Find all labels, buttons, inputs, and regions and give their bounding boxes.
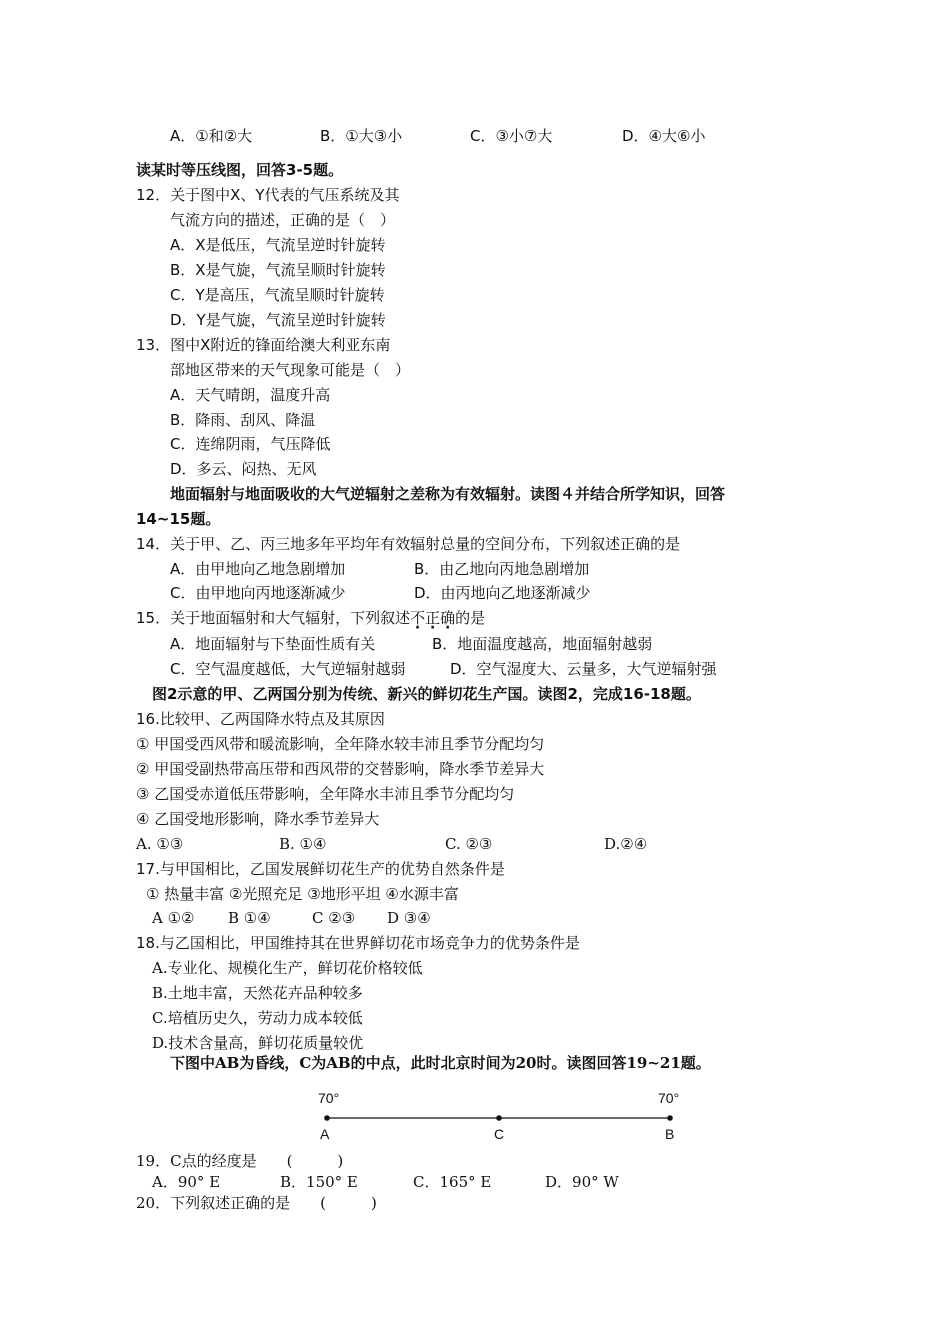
q13-stem-line1: 13．图中X附近的锋面给澳大利亚东南 [136,336,391,354]
q16-option-c: C. ②③ [445,835,493,853]
q15-option-c: C．空气温度越低，大气逆辐射越弱 [170,660,406,678]
q18-option-a: A.专业化、规模化生产，鲜切花价格较低 [152,959,423,977]
q12-option-a: A．X是低压，气流呈逆时针旋转 [170,236,386,254]
q15-stem-a: 15．关于地面辐射和大气辐射，下列叙述 [136,609,411,627]
q16-option-d: D.②④ [604,835,648,853]
q18-option-c: C.培植历史久，劳动力成本较低 [152,1009,363,1027]
q17-option-d: D ③④ [387,909,431,927]
intro-3-5: 读某时等压线图，回答3-5题。 [136,161,344,179]
q16-stem: 16.比较甲、乙两国降水特点及其原因 [136,710,385,728]
ab-line-svg [300,1080,700,1150]
q12-stem-line2: 气流方向的描述，正确的是（ ） [170,211,396,229]
q19-option-b: B．150° E [280,1173,358,1191]
q16-statement-4: ④ 乙国受地形影响，降水季节差异大 [136,810,380,828]
intro-16-18: 图2示意的甲、乙两国分别为传统、新兴的鲜切花生产国。读图2，完成16-18题。 [152,685,701,703]
q15-option-b: B．地面温度越高，地面辐射越弱 [432,635,653,653]
q17-option-b: B ①④ [228,909,271,927]
q12-option-d: D．Y是气旋，气流呈逆时针旋转 [170,311,386,329]
intro-14-15-line1: 地面辐射与地面吸收的大气逆辐射之差称为有效辐射。读图４并结合所学知识，回答 [170,485,726,503]
intro-14-15-line2: 14~15题。 [136,510,221,528]
q16-statement-2: ② 甲国受副热带高压带和西风带的交替影响，降水季节差异大 [136,760,545,778]
q19-option-c: C．165° E [413,1173,492,1191]
label-a: A [320,1126,330,1142]
q15-option-d: D．空气湿度大、云量多，大气逆辐射强 [450,660,717,678]
top-option-b: B．①大③小 [320,127,403,145]
q12-option-c: C．Y是高压，气流呈顺时针旋转 [170,286,385,304]
q15-option-a: A．地面辐射与下垫面性质有关 [170,635,376,653]
q18-stem: 18.与乙国相比，甲国维持其在世界鲜切花市场竞争力的优势条件是 [136,934,580,952]
point-c [496,1115,502,1121]
lat-label-right: 70° [658,1090,680,1106]
terminator-line-diagram [300,1080,700,1154]
q16-option-b: B. ①④ [279,835,327,853]
q16-option-a: A. ①③ [136,835,184,853]
q19-option-a: A．90° E [152,1173,221,1191]
q15-emph-2: 正 [425,609,441,627]
top-option-d: D．④大⑥小 [622,127,706,145]
q20-stem: 20．下列叙述正确的是 ( ) [136,1194,377,1212]
q19-stem: 19．C点的经度是 ( ) [136,1152,344,1170]
q17-option-c: C ②③ [312,909,356,927]
intro-19-21: 下图中AB为昏线，C为AB的中点，此时北京时间为20时。读图回答19~21题。 [170,1054,711,1072]
q12-stem-line1: 12．关于图中X、Y代表的气压系统及其 [136,186,400,204]
q17-stem: 17.与甲国相比，乙国发展鲜切花生产的优势自然条件是 [136,860,505,878]
top-option-a: A．①和②大 [170,127,253,145]
q13-stem-line2: 部地区带来的天气现象可能是（ ） [170,361,411,379]
q14-option-d: D．由丙地向乙地逐渐减少 [414,584,591,602]
q17-option-a: A ①② [152,909,195,927]
q14-option-a: A．由甲地向乙地急剧增加 [170,560,346,578]
q14-option-c: C．由甲地向丙地逐渐减少 [170,584,346,602]
point-a [324,1115,330,1121]
q14-stem: 14．关于甲、乙、丙三地多年平均年有效辐射总量的空间分布，下列叙述正确的是 [136,535,681,553]
label-b: B [665,1126,675,1142]
q16-statement-3: ③ 乙国受赤道低压带影响，全年降水丰沛且季节分配均匀 [136,785,515,803]
label-c: C [494,1126,505,1142]
q15-emph-3: 确 [440,609,456,627]
lat-label-left: 70° [318,1090,340,1106]
q14-option-b: B．由乙地向丙地急剧增加 [414,560,590,578]
point-b [667,1115,673,1121]
q13-option-a: A．天气晴朗，温度升高 [170,386,331,404]
q18-option-d: D.技术含量高，鲜切花质量较优 [152,1034,364,1052]
q19-option-d: D．90° W [545,1173,619,1191]
q15-emph-1: 不 [410,609,426,627]
q13-option-b: B．降雨、刮风、降温 [170,411,316,429]
q13-option-c: C．连绵阴雨，气压降低 [170,435,331,453]
q15-stem [136,608,485,628]
q13-option-d: D．多云、闷热、无风 [170,460,317,478]
top-option-c: C．③小⑦大 [470,127,553,145]
q17-statements: ① 热量丰富 ②光照充足 ③地形平坦 ④水源丰富 [146,885,459,903]
q15-stem-c: 的是 [455,609,486,627]
q18-option-b: B.土地丰富，天然花卉品种较多 [152,984,363,1002]
q16-statement-1: ① 甲国受西风带和暖流影响，全年降水较丰沛且季节分配均匀 [136,735,545,753]
q12-option-b: B．X是气旋，气流呈顺时针旋转 [170,261,386,279]
